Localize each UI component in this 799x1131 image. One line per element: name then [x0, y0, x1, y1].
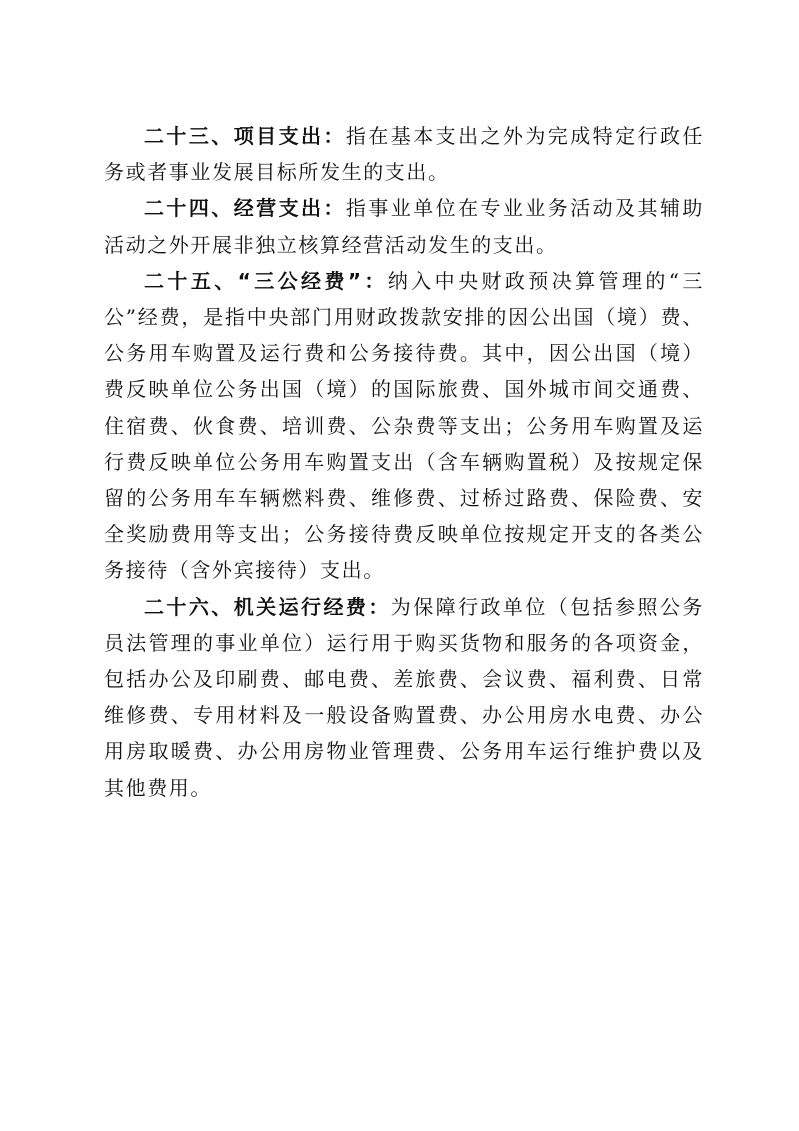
term-heading: 二十五、“三公经费”：: [144, 268, 388, 293]
term-definition: 纳入中央财政预决算管理的“三公”经费，是指中央部门用财政拨款安排的因公出国（境）费、公务用车购置及运行费和公务接待费。其中，因公出国（境）费反映单位公务出国（境）的国际旅费、国外城市间交通费、住宿费、伙食费、培训费、公杂费等支出；公务用车购置及运行费反映单位公务用车购置支出（含车辆购置税）及按规定保留的公务用车车辆燃料费、维修费、过桥过路费、保险费、安全奖励费用等支出；公务接待费反映单位按规定开支的各类公务接待（含外宾接待）支出。: [104, 268, 705, 583]
paragraph-project-expenditure: [104, 118, 704, 190]
term-definition: 指在基本支出之外为完成特定行政任务或者事业发展目标所发生的支出。: [104, 124, 704, 185]
term-definition: 指事业单位在专业业务活动及其辅助活动之外开展非独立核算经营活动发生的支出。: [104, 196, 704, 257]
document-page: [104, 118, 704, 806]
paragraph-three-public-expenses: [104, 263, 704, 589]
paragraph-agency-operating-expenses: [104, 589, 704, 806]
term-heading: 二十四、经营支出：: [144, 196, 346, 221]
paragraph-operating-expenditure: [104, 190, 704, 262]
term-definition: 为保障行政单位（包括参照公务员法管理的事业单位）运行用于购买货物和服务的各项资金，包括办公及印刷费、邮电费、差旅费、会议费、福利费、日常维修费、专用材料及一般设备购置费、办公用房水电费、办公用房取暖费、办公用房物业管理费、公务用车运行维护费以及其他费用。: [104, 594, 704, 800]
term-heading: 二十三、项目支出：: [144, 124, 346, 148]
term-heading: 二十六、机关运行经费：: [144, 594, 391, 619]
